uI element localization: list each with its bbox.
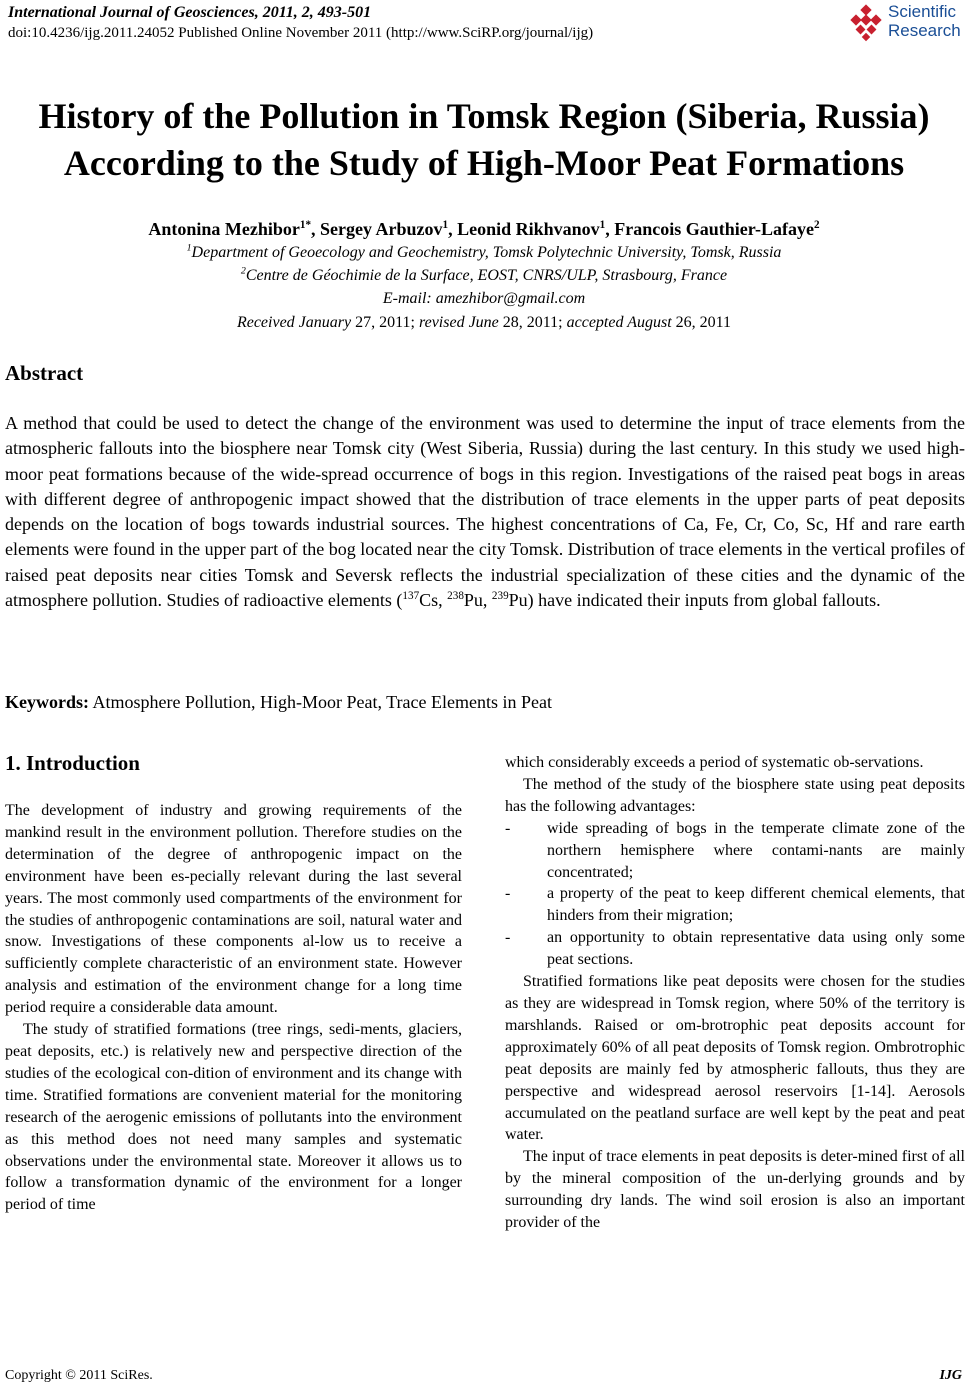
author-3: , Leonid Rikhvanov — [448, 219, 600, 239]
received-label: Received January — [236, 314, 352, 331]
publisher-logo — [846, 2, 968, 44]
list-dash: - — [505, 819, 511, 837]
keywords-label: Keywords: — [5, 692, 89, 712]
abstract-heading: Abstract — [5, 361, 84, 385]
list-item-text: a property of the peat to keep different chemical elements, that hinders from their migration; — [547, 885, 965, 925]
pu239-symbol: Pu) — [508, 590, 534, 611]
author-3-affil: 1 — [599, 219, 606, 231]
list-dash: - — [505, 885, 511, 903]
list-item-text: an opportunity to obtain representative data using only some peat sections. — [547, 929, 965, 969]
logo-mark-icon — [846, 4, 886, 44]
submission-dates — [0, 312, 968, 334]
journal-name: International Journal of Geosciences, — [8, 4, 259, 21]
revised-date: 28, 2011; — [498, 314, 567, 331]
author-2-affil: 1 — [442, 219, 449, 231]
list-item — [505, 883, 965, 927]
intro-paragraph-2: The study of stratified formations (tree rings, sedi-ments, glaciers, peat deposits, etc.) is relatively new and perspective direction of the studies of the ecological con-dition of environment and its change with time. Stratified formations are convenient material for the monitoring research of the aerogenic emissions of pollutants into the environment as this method does not need many samples and systematic observations under the environmental state. Moreover it allows us to follow a transformation dynamic of the environment for a longer period of time — [5, 1021, 462, 1214]
list-item — [505, 927, 965, 971]
copyright-footer: Copyright © 2011 SciRes. — [5, 1368, 153, 1383]
title-line-2: According to the Study of High-Moor Peat Formations — [63, 143, 905, 183]
email-line: E-mail: amezhibor@gmail.com — [382, 290, 586, 307]
intro-paragraph-1: The development of industry and growing requirements of the mankind result in the environment pollution. Therefore studies on the determination of the degree of anthropogenic impact on the environment have been es-pecially relevant during the last several years. The most commonly used compartments of the environment for the studies of anthropogenic contaminations are soil, natural water and snow. Investigations of these components al-low us to receive a sufficiently complete characteristic of an environment state. However analysis and estimation of the environment change for a long time period require a considerable data amount. — [5, 802, 462, 1017]
pu239-mass: 239 — [491, 590, 509, 603]
introduction-heading: 1. Introduction — [5, 751, 140, 775]
author-list — [0, 217, 968, 241]
abstract-tail: have indicated their inputs from global fallouts. — [533, 590, 881, 611]
journal-header — [8, 3, 371, 23]
journal-volume: 2011, 2, 493-501 — [258, 4, 372, 21]
logo-line2: Research — [888, 21, 961, 40]
intro-paragraph-3: which considerably exceeds a period of systematic ob-servations. — [505, 754, 924, 771]
author-1-affil: 1* — [299, 219, 312, 231]
right-column — [505, 752, 965, 1234]
intro-paragraph-5: Stratified formations like peat deposits were chosen for the studies as they are widespread in Tomsk region, where 50% of the territory is marshlands. Raised or om-brotrophic peat deposits account for approximately 60% of all peat deposits of Tomsk region. Ombrotrophic peat deposits are mainly fed by atmospheric fallouts, thus they are perspective and widespread aerosol reservoirs [1-14]. Aerosols accumulated on the peatland surface are well kept by the peat and peat water. — [505, 973, 965, 1144]
author-4-affil: 2 — [814, 219, 820, 231]
affiliation-1-text: Department of Geoecology and Geochemistry, Tomsk Polytechnic University, Tomsk, Russia — [191, 244, 782, 261]
abstract-body — [5, 411, 965, 613]
affiliation-1-mark: 1 — [186, 242, 192, 254]
doi-line: doi:10.4236/ijg.2011.24052 Published Online November 2011 (http://www.SciRP.org/journal/ijg) — [8, 25, 594, 41]
left-column — [5, 800, 462, 1216]
affiliation-2-text: Centre de Géochimie de la Surface, EOST, CNRS/ULP, Strasbourg, France — [245, 267, 728, 284]
accepted-label: accepted August — [566, 314, 672, 331]
keywords-line — [5, 690, 552, 714]
author-1: Antonina Mezhibor — [148, 219, 300, 239]
intro-paragraph-6: The input of trace elements in peat deposits is deter-mined first of all by the mineral composition of the un-derlying grounds and by surrounding dry lands. The wind soil erosion is also an important provider of the — [505, 1148, 965, 1232]
accepted-date: 26, 2011 — [671, 314, 732, 331]
affiliation-1 — [0, 242, 968, 264]
journal-abbreviation: IJG — [939, 1368, 962, 1383]
paper-title — [0, 93, 968, 187]
author-2: , Sergey Arbuzov — [311, 219, 443, 239]
affiliation-2-mark: 2 — [240, 265, 246, 277]
cs-symbol: Cs, — [419, 590, 448, 611]
list-item — [505, 818, 965, 884]
received-date: 27, 2011; — [351, 314, 419, 331]
pu238-mass: 238 — [447, 590, 464, 603]
author-4: , Francois Gauthier-Lafaye — [605, 219, 815, 239]
intro-paragraph-4: The method of the study of the biosphere state using peat deposits has the following advantages: — [505, 775, 965, 815]
logo-line1: Scientific — [888, 2, 957, 21]
pu238-symbol: Pu, — [463, 590, 492, 611]
logo-text — [888, 2, 961, 40]
list-dash: - — [505, 929, 511, 947]
cs-mass: 137 — [402, 590, 420, 603]
abstract-text: A method that could be used to detect the change of the environment was used to determine the input of trace elements from the atmospheric fallouts into the biosphere near Tomsk city (West Siberia, Russia) during the last century. In this study we used high-moor peat formations because of the wide-spread occurrence of bogs in this region. Investigations of the raised peat bogs in areas with different degree of anthropogenic impact showed that the distribution of trace elements in the upper parts of peat deposits depends on the location of bogs towards industrial sources. The highest concentrations of Ca, Fe, Cr, Co, Sc, Hf and rare earth elements were found in the upper part of the bog located near the city Tomsk. Distribution of trace elements in the vertical profiles of raised peat deposits near cities Tomsk and Seversk reflects the industrial specialization of these cities and the dynamic of the atmosphere pollution. Studies of radioactive elements ( — [5, 413, 965, 611]
list-item-text: wide spreading of bogs in the temperate climate zone of the northern hemisphere where contami-nants are mainly concentrated; — [547, 819, 965, 881]
revised-label: revised June — [418, 314, 499, 331]
title-line-1: History of the Pollution in Tomsk Region (Siberia, Russia) — [38, 96, 930, 136]
keywords-text: Atmosphere Pollution, High-Moor Peat, Trace Elements in Peat — [89, 692, 552, 712]
affiliation-2 — [0, 265, 968, 287]
